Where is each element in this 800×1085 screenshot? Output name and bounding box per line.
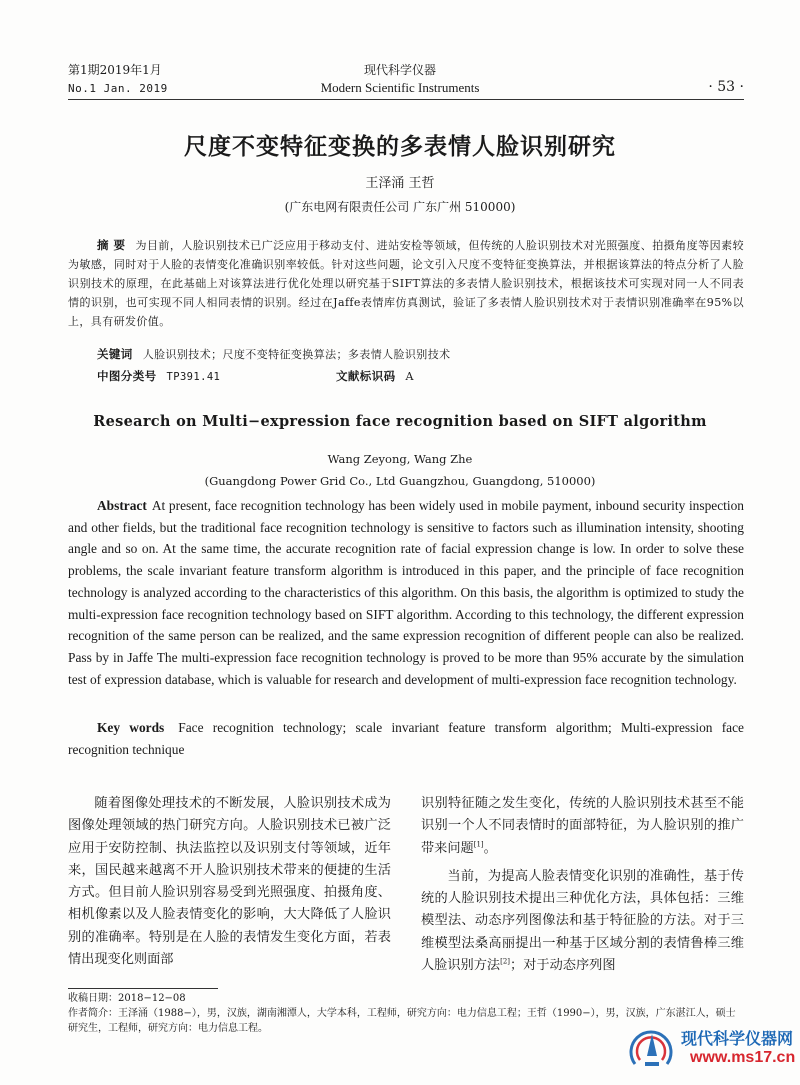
keywords-label-cn: 关键词 — [97, 347, 133, 361]
abstract-label-en: Abstract — [97, 498, 147, 513]
watermark-logo-icon — [627, 1020, 677, 1074]
keywords-text-en: Face recognition technology; scale invariant feature transform algorithm; Multi-expression face recognition technique — [68, 720, 744, 757]
doc-code-label: 文献标识码 — [336, 369, 396, 383]
affiliation-cn: (广东电网有限责任公司 广东广州 510000) — [284, 200, 516, 214]
paper-title-cn: 尺度不变特征变换的多表情人脸识别研究 — [184, 133, 616, 160]
keywords-text-cn: 人脸识别技术；尺度不变特征变换算法；多表情人脸识别技术 — [142, 348, 451, 361]
abstract-en — [68, 495, 744, 690]
clc-code — [97, 367, 357, 387]
header-rule — [68, 99, 744, 100]
affiliation-en: (Guangdong Power Grid Co., Ltd Guangzhou, Guangdong, 510000) — [204, 474, 596, 488]
watermark-name: 现代科学仪器网 — [681, 1029, 794, 1048]
footnote-received: 收稿日期：2018−12−08 — [68, 993, 186, 1004]
journal-cn: 现代科学仪器 — [363, 63, 436, 77]
authors-cn: 王泽涌 王哲 — [365, 176, 435, 191]
keywords-cn — [97, 345, 744, 364]
watermark-url: www.ms17.cn — [690, 1049, 796, 1066]
abstract-label-cn: 摘 要 — [97, 238, 126, 252]
issue-cn: 第1期2019年1月 — [68, 63, 162, 77]
keywords-label-en: Key words — [97, 720, 165, 735]
paper-title-en: Research on Multi−expression face recognition based on SIFT algorithm — [93, 413, 707, 430]
body-paragraph: 随着图像处理技术的不断发展，人脸识别技术成为图像处理领域的热门研究方向。人脸识别技术已被广泛应用于安防控制、执法监控以及识别支付等领域，近年来，国民越来越离不开人脸识别技术带来的便捷的生活方式。但目前人脸识别容易受到光照强度、拍摄角度、相机像素以及人脸表情变化的影响，大大降低了人脸识别的准确率。特别是在人脸的表情发生变化方面，若表情出现变化则面部 — [68, 796, 391, 968]
clc-label: 中图分类号 — [97, 369, 157, 383]
body-paragraph: 识别特征随之发生变化，传统的人脸识别技术甚至不能识别一个人不同表情时的面部特征，为人脸识别的推广带来问题[1]。 — [421, 796, 744, 856]
body-paragraph: 当前，为提高人脸表情变化识别的准确性，基于传统的人脸识别技术提出三种优化方法，具体包括：三维模型法、动态序列图像法和基于特征脸的方法。对于三维模型法桑高丽提出一种基于区域分割的表情鲁棒三维人脸识别方法[2]；对于动态序列图 — [421, 868, 744, 974]
journal-en: Modern Scientific Instruments — [320, 80, 480, 95]
abstract-text-cn: 为目前，人脸识别技术已广泛应用于移动支付、进站安检等领域，但传统的人脸识别技术对光照强度、拍摄角度等因素较为敏感，同时对于人脸的表情变化准确识别率较低。针对这些问题，论文引入尺度不变特征变换算法，并根据该算法的特点分析了人脸识别技术的原理，在此基础上对该算法进行优化处理以研究基于SIFT算法的多表情人脸识别技术，根据该技术可实现对同一人不同表情的识别，也可实现不同人相同表情的识别。经过在Jaffe表情库仿真测试，验证了多表情人脸识别技术对于表情识别准确率在95%以上，具有研发价值。 — [68, 239, 744, 328]
keywords-en — [68, 717, 744, 760]
authors-en: Wang Zeyong, Wang Zhe — [327, 452, 473, 466]
citation-ref[interactable]: [1] — [473, 840, 484, 849]
issue-en: No.1 Jan. 2019 — [68, 82, 168, 95]
doc-code-value: A — [405, 370, 414, 383]
footnote-bio: 作者简介：王泽涌（1988−），男，汉族，湖南湘潭人，大学本科，工程师，研究方向：电力信息工程；王哲（1990−），男，汉族，广东湛江人，硕士研究生，工程师，研究方向：电力信息工程。 — [68, 1008, 736, 1034]
abstract-text-en: At present, face recognition technology has been widely used in mobile payment, inbound security inspection and other fields, but the traditional face recognition technology is sensitive to factors such as illumination intensity, shooting angle and so on. At the same time, the accurate recognition rate of facial expression change is low. In order to solve these problems, the scale invariant feature transform algorithm is introduced in this paper, and the principle of face recognition technology is analyzed according to the characteristics of this algorithm. On this basis, the algorithm is optimized to study the multi-expression face recognition technology based on SIFT algorithm. According to this technology, the different expression recognition of the same person can be realized, and the same expression recognition of different people can also be realized. Pass by in Jaffe The multi-expression face recognition technology is proved to be more than 95% accurate by the simulation test of expression database, which is valuable for research and development of multi-expression face recognition technology. — [68, 498, 744, 687]
body-left-column — [68, 793, 391, 971]
abstract-cn — [68, 236, 744, 331]
body-right-column — [421, 793, 744, 977]
page-number: · 53 · — [708, 79, 744, 95]
footnote-rule — [68, 988, 218, 989]
doc-code — [336, 367, 536, 386]
citation-ref[interactable]: [2] — [500, 957, 511, 966]
clc-value: TP391.41 — [166, 371, 221, 383]
